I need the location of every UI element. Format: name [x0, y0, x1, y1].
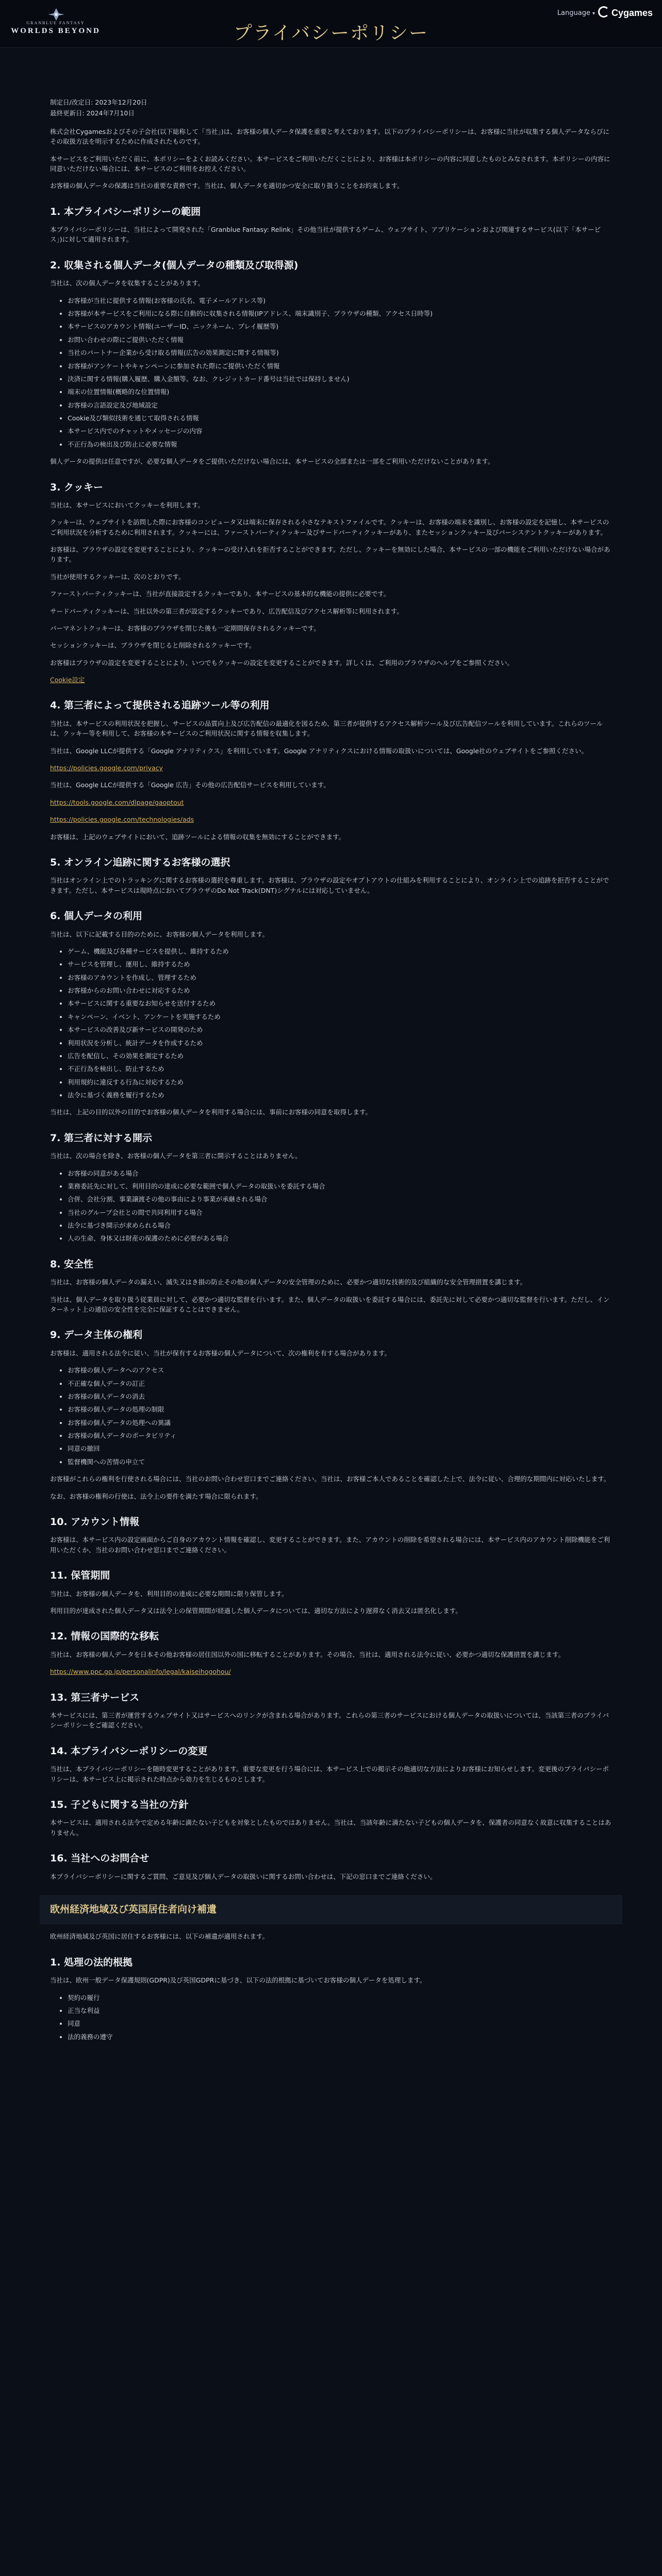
section-heading: 11. 保管期間 — [50, 1570, 110, 1582]
intro-paragraph: 本サービスをご利用いただく前に、本ポリシーをよくお読みください。本サービスをご利用いただくことにより、お客様は本ポリシーの内容に同意したものとみなされます。本ポリシーの内容に同意いただけない場合には、本サービスのご利用をお控えください。 — [50, 155, 610, 173]
page-title: プライバシーポリシー — [233, 23, 429, 43]
section-heading: 13. 第三者サービス — [50, 1691, 140, 1703]
language-label: Language — [557, 9, 590, 17]
section-text: 当社は、欧州一般データ保護規則(GDPR)及び英国GDPRに基づき、以下の法的根拠に基づいてお客様の個人データを処理します。 — [50, 1976, 426, 1985]
section-text: なお、お客様の権利の行使は、法令上の要件を満たす場合に限られます。 — [50, 1492, 262, 1500]
section-text: 当社は、次の個人データを収集することがあります。 — [50, 279, 205, 287]
list-item: • お客様がアンケートやキャンペーンに参加された際にご提供いただく情報 — [68, 361, 612, 371]
section-text: ファーストパーティクッキーは、当社が直接設定するクッキーであり、本サービスの基本的な機能の提供に必要です。 — [50, 590, 390, 598]
section-heading: 1. 本プライバシーポリシーの範囲 — [50, 206, 201, 217]
list-item: • 本サービス内でのチャットやメッセージの内容 — [68, 426, 612, 436]
section-text: 当社はオンライン上でのトラッキングに関するお客様の選択を尊重します。お客様は、ブラウザの設定やオプトアウトの仕組みを利用することにより、オンライン上での追跡を拒否することができます。ただし、本サービスは現時点においてブラウザのDo Not Track(DNT)シグナルには対応していません。 — [50, 876, 609, 894]
eea-addendum-band — [40, 1895, 622, 1924]
section-text: 個人データの提供は任意ですが、必要な個人データをご提供いただけない場合には、本サービスの全部または一部をご利用いただけないことがあります。 — [50, 457, 494, 466]
list-item: • 同意の撤回 — [68, 1444, 612, 1453]
list-item: • 当社のグループ会社との間で共同利用する場合 — [68, 1208, 612, 1217]
intro-paragraph: 株式会社Cygamesおよびその子会社(以下総称して「当社」)は、お客様の個人データ保護を重要と考えております。以下のプライバシーポリシーは、お客様に当社が収集する個人データならびにその取扱方法を明示するために作成されたものです。 — [50, 127, 609, 146]
section-text: お客様は、適用される法令に従い、当社が保有するお客様の個人データについて、次の権利を有する場合があります。 — [50, 1349, 391, 1357]
list-item: • 本サービスに関する重要なお知らせを送付するため — [68, 998, 612, 1008]
list-item: • 法令に基づき開示が求められる場合 — [68, 1221, 612, 1230]
list-item: • お客様の個人データの処理への異議 — [68, 1418, 612, 1428]
list-item: • 広告を配信し、その効果を測定するため — [68, 1051, 612, 1061]
section-text: 当社は、お客様の個人データを、利用目的の達成に必要な期間に限り保管します。 — [50, 1589, 288, 1598]
page-header — [0, 0, 662, 48]
list-item: • お客様の個人データへのアクセス — [68, 1365, 612, 1375]
section-heading: 12. 情報の国際的な移転 — [50, 1631, 159, 1642]
list-item: • 利用状況を分析し、統計データを作成するため — [68, 1038, 612, 1048]
list-item: • 不正行為の検出及び防止に必要な情報 — [68, 439, 612, 449]
section-text: 当社は、個人データを取り扱う従業員に対して、必要かつ適切な監督を行います。また、個人データの取扱いを委託する場合には、委託先に対して必要かつ適切な監督を行います。ただし、インターネット上の通信の安全性を完全に保証することはできません。 — [50, 1295, 610, 1313]
section-heading: 1. 処理の法的根拠 — [50, 1956, 133, 1968]
legal-basis-list — [50, 1993, 612, 2042]
list-item: • Cookie及び類似技術を通じて取得される情報 — [68, 413, 612, 423]
list-item: • 決済に関する情報(購入履歴、購入金額等。なお、クレジットカード番号は当社では保持しません) — [68, 374, 612, 384]
list-item: • 同意 — [68, 2019, 612, 2028]
list-item: • お問い合わせの際にご提供いただく情報 — [68, 335, 612, 345]
section-heading: 15. 子どもに関する当社の方針 — [50, 1799, 189, 1810]
list-item: • 当社のパートナー企業から受け取る情報(広告の効果測定に関する情報等) — [68, 348, 612, 358]
section-heading: 6. 個人データの利用 — [50, 910, 143, 922]
section-heading: 7. 第三者に対する開示 — [50, 1132, 153, 1144]
rights-list — [50, 1365, 612, 1467]
list-item: • 契約の履行 — [68, 1993, 612, 2003]
external-link[interactable]: https://www.ppc.go.jp/personalinfo/legal/kaiseihogohou/ — [50, 1668, 231, 1676]
external-link[interactable]: https://policies.google.com/privacy — [50, 764, 163, 772]
section-text: パーマネントクッキーは、お客様のブラウザを閉じた後も一定期間保存されるクッキーです。 — [50, 624, 320, 632]
list-item: • 法的義務の遵守 — [68, 2032, 612, 2042]
list-item: • 法令に基づく義務を履行するため — [68, 1090, 612, 1100]
list-item: • 合併、会社分割、事業譲渡その他の事由により事業が承継される場合 — [68, 1194, 612, 1204]
section-heading: 9. データ主体の権利 — [50, 1329, 143, 1341]
list-item: • 本サービスのアカウント情報(ユーザーID、ニックネーム、プレイ履歴等) — [68, 321, 612, 331]
list-item: • ゲーム、機能及び各種サービスを提供し、維持するため — [68, 946, 612, 956]
section-text: お客様は、上記のウェブサイトにおいて、追跡ツールによる情報の収集を無効にすることができます。 — [50, 833, 345, 841]
list-item: • 本サービスの改善及び新サービスの開発のため — [68, 1025, 612, 1035]
list-item: • 不正行為を検出し、防止するため — [68, 1064, 612, 1074]
section-text: 当社は、上記の目的以外の目的でお客様の個人データを利用する場合には、事前にお客様の同意を取得します。 — [50, 1108, 372, 1116]
section-text: 当社が使用するクッキーは、次のとおりです。 — [50, 572, 185, 581]
data-types-list — [50, 296, 612, 450]
section-heading: 3. クッキー — [50, 481, 104, 493]
section-text: 本サービスには、第三者が運営するウェブサイト又はサービスへのリンクが含まれる場合があります。これらの第三者のサービスにおける個人データの取扱いについては、当該第三者のプライバシーポリシーをご確認ください。 — [50, 1711, 609, 1730]
section-text: お客様は、ブラウザの設定を変更することにより、クッキーの受け入れを拒否することができます。ただし、クッキーを無効にした場合、本サービスの一部の機能をご利用いただけない場合があります。 — [50, 546, 610, 564]
section-text: 欧州経済地域及び英国に居住するお客様には、以下の補遺が適用されます。 — [50, 1933, 269, 1941]
section-text: 利用目的が達成された個人データ又は法令上の保管期間が経過した個人データについては、適切な方法により遅滞なく消去又は匿名化します。 — [50, 1606, 462, 1615]
list-item: • お客様の個人データの処理の制限 — [68, 1404, 612, 1414]
section-heading: 4. 第三者によって提供される追跡ツール等の利用 — [50, 700, 270, 711]
section-heading: 8. 安全性 — [50, 1258, 94, 1270]
list-item: • お客様の言語設定及び地域設定 — [68, 400, 612, 410]
list-item: • 業務委託先に対して、利用目的の達成に必要な範囲で個人データの取扱いを委託する場合 — [68, 1181, 612, 1191]
section-text: 当社は、以下に記載する目的のために、お客様の個人データを利用します。 — [50, 930, 269, 938]
section-text: 当社は、本サービスの利用状況を把握し、サービスの品質向上及び広告配信の最適化を図るため、第三者が提供するアクセス解析ツール及び広告配信ツールを利用しています。これらのツールは、クッキー等を利用して、お客様の本サービスのご利用状況に関する情報を収集します。 — [50, 719, 603, 738]
list-item: • 正当な利益 — [68, 2006, 612, 2015]
chevron-down-icon: ▾ — [592, 11, 595, 16]
list-item: • お客様の同意がある場合 — [68, 1168, 612, 1178]
section-heading: 14. 本プライバシーポリシーの変更 — [50, 1745, 208, 1757]
section-text: 当社は、次の場合を除き、お客様の個人データを第三者に開示することはありません。 — [50, 1152, 302, 1160]
list-item: • 端末の位置情報(概略的な位置情報) — [68, 387, 612, 397]
list-item: • 監督機関への苦情の申立て — [68, 1457, 612, 1467]
updated-date: 最終更新日: 2024年7月10日 — [50, 109, 135, 117]
section-text: 本サービスは、適用される法令で定める年齢に満たない子どもを対象としたものではありません。当社は、当該年齢に満たない子どもの個人データを、保護者の同意なく故意に収集することはありません。 — [50, 1819, 611, 1837]
list-item: • お客様が当社に提供する情報(お客様の氏名、電子メールアドレス等) — [68, 296, 612, 306]
section-text: クッキーは、ウェブサイトを訪問した際にお客様のコンピュータ又は端末に保存される小さなテキストファイルです。クッキーは、お客様の端末を識別し、お客様の設定を記憶し、本サービスのご利用状況を分析するために利用されます。クッキーには、ファーストパーティクッキー及びサードパーティクッキーがあり、またセッションクッキー及びパーシステントクッキーがあります。 — [50, 518, 609, 536]
section-text: 本プライバシーポリシーに関するご質問、ご意見及び個人データの取扱いに関するお問い合わせは、下記の窓口までご連絡ください。 — [50, 1872, 437, 1880]
section-text: 当社は、本サービスにおいてクッキーを利用します。 — [50, 501, 205, 509]
section-text: 当社は、本プライバシーポリシーを随時変更することがあります。重要な変更を行う場合には、本サービス上での掲示その他適切な方法によりお客様にお知らせします。変更後のプライバシーポリシーは、本サービス上に掲示された時点から効力を生じるものとします。 — [50, 1765, 609, 1783]
list-item: • お客様の個人データのポータビリティ — [68, 1431, 612, 1440]
language-selector[interactable] — [557, 9, 595, 17]
list-item: • サービスを管理し、運用し、維持するため — [68, 959, 612, 969]
disclosure-list — [50, 1168, 612, 1244]
company-logo[interactable] — [598, 6, 653, 19]
section-text: 本プライバシーポリシーは、当社によって開発された「Granblue Fantasy: Relink」その他当社が提供するゲーム、ウェブサイト、アプリケーションおよび関連するサービス(以下「本サービス」)に対して適用されます。 — [50, 226, 601, 244]
section-heading: 10. アカウント情報 — [50, 1516, 140, 1528]
section-text: お客様はブラウザの設定を変更することにより、いつでもクッキーの設定を変更することができます。詳しくは、ご利用のブラウザのヘルプをご参照ください。 — [50, 658, 514, 667]
list-item: • お客様のアカウントを作成し、管理するため — [68, 973, 612, 982]
section-heading: 5. オンライン追跡に関するお客様の選択 — [50, 856, 230, 868]
policy-content — [50, 48, 612, 2042]
created-date: 制定日/改定日: 2023年12月20日 — [50, 98, 147, 106]
list-item: • 不正確な個人データの訂正 — [68, 1379, 612, 1388]
section-text: 当社は、お客様の個人データを日本その他お客様の居住国以外の国に移転することがあります。その場合、当社は、適用される法令に従い、必要かつ適切な保護措置を講じます。 — [50, 1650, 565, 1658]
list-item: • 人の生命、身体又は財産の保護のために必要がある場合 — [68, 1233, 612, 1243]
company-name: Cygames — [611, 8, 653, 18]
section-text: 当社は、お客様の個人データの漏えい、滅失又はき損の防止その他の個人データの安全管理のために、必要かつ適切な技術的及び組織的な安全管理措置を講じます。 — [50, 1278, 527, 1286]
list-item: • お客様からのお問い合わせに対応するため — [68, 986, 612, 995]
logo-top-text: GRANBLUE FANTASY — [26, 21, 85, 25]
section-text: サードパーティクッキーは、当社以外の第三者が設定するクッキーであり、広告配信及びアクセス解析等に利用されます。 — [50, 607, 403, 615]
external-link[interactable]: https://tools.google.com/dlpage/gaoptout — [50, 798, 184, 806]
section-heading: 16. 当社へのお問合せ — [50, 1853, 150, 1865]
addendum-heading: 欧州経済地域及び英国居住者向け補遺 — [50, 1903, 217, 1915]
usage-purposes-list — [50, 946, 612, 1100]
external-link[interactable]: https://policies.google.com/technologies/ads — [50, 816, 194, 824]
cygames-icon — [598, 6, 609, 18]
section-text: 当社は、Google LLCが提供する「Google アナリティクス」を利用しています。Google アナリティクスにおける情報の取扱いについては、Google社のウェブサイトをご参照ください。 — [50, 747, 588, 755]
list-item: • キャンペーン、イベント、アンケートを実施するため — [68, 1012, 612, 1022]
section-heading: 2. 収集される個人データ(個人データの種類及び取得源) — [50, 259, 299, 271]
section-text: セッションクッキーは、ブラウザを閉じると削除されるクッキーです。 — [50, 641, 256, 650]
list-item: • お客様の個人データの消去 — [68, 1392, 612, 1401]
section-text: お客様は、本サービス内の設定画面からご自身のアカウント情報を確認し、変更することができます。また、アカウントの削除を希望される場合には、本サービス内のアカウント削除機能をご利用いただくか、当社のお問い合わせ窓口までご連絡ください。 — [50, 1536, 610, 1554]
list-item: • 利用規約に違反する行為に対応するため — [68, 1077, 612, 1087]
intro-paragraph: お客様の個人データの保護は当社の重要な責務です。当社は、個人データを適切かつ安全に取り扱うことをお約束します。 — [50, 182, 404, 190]
logo-bottom-text: WORLDS BEYOND — [11, 27, 101, 35]
cookie-settings-link[interactable]: Cookie設定 — [50, 676, 85, 684]
section-text: お客様がこれらの権利を行使される場合には、当社のお問い合わせ窓口までご連絡ください。当社は、お客様ご本人であることを確認した上で、法令に従い、合理的な期間内に対応いたします。 — [50, 1475, 610, 1483]
list-item: • お客様が本サービスをご利用になる際に自動的に収集される情報(IPアドレス、端末識別子、ブラウザの種類、アクセス日時等) — [68, 309, 612, 318]
section-text: 当社は、Google LLCが提供する「Google 広告」その他の広告配信サービスを利用しています。 — [50, 781, 330, 789]
